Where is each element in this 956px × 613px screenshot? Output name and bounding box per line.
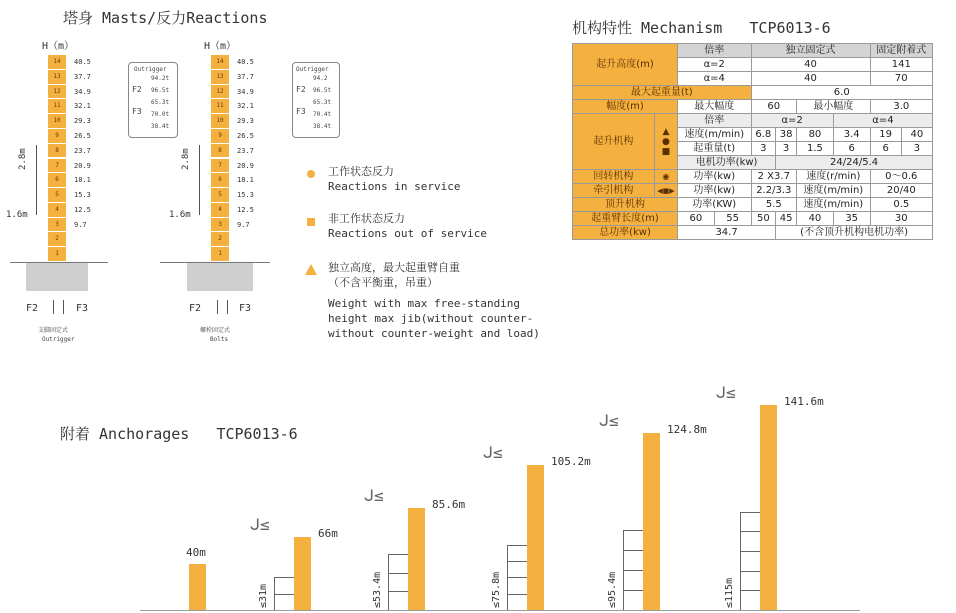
right-box-v3: 65.3t [313, 99, 332, 106]
height-value: 26.5 [74, 131, 91, 140]
hook-icon: ᒍ≤ [483, 443, 503, 462]
jib-6: 35 [833, 212, 870, 226]
height-value: 32.1 [237, 102, 254, 111]
left-box-title: Outrigger [134, 66, 167, 73]
climb-power-value: 5.5 [751, 198, 797, 212]
left-box-f3: F3 [132, 107, 142, 116]
height-value: 40.5 [74, 58, 91, 66]
height-value: 9.7 [237, 220, 250, 229]
mast-section: 13 [211, 70, 229, 85]
right-f2-label: F2 [189, 303, 202, 314]
left-caption-en: Outrigger [42, 336, 75, 343]
trolley-power-value: 2.2/3.3 [751, 184, 797, 198]
anchor-tie [388, 573, 408, 574]
anchor-tie [623, 570, 643, 571]
anchorage-height-label: 85.6m [432, 498, 466, 511]
anchor-frame-line [740, 512, 741, 610]
legend-item3-cn2: （不含平衡重，吊重） [328, 276, 438, 289]
legend-item3-en2: height max jib(without counter- [328, 312, 534, 325]
anchored-header: 固定附着式 [870, 44, 932, 58]
left-box-v1: 94.2t [151, 75, 170, 82]
height-value: 18.1 [237, 176, 254, 185]
height-value: 12.5 [237, 205, 254, 214]
mast-section: 10 [48, 114, 66, 129]
height-value: 15.3 [237, 191, 254, 200]
left-caption-cn: 支脚固定式 [38, 327, 69, 334]
right-box-f3: F3 [296, 107, 306, 116]
height-value: 34.9 [237, 87, 254, 96]
lift-a2: α=2 [678, 58, 752, 72]
trolley-label: 牵引机构 [573, 184, 655, 198]
total-note: (不含顶升机构电机功率) [776, 226, 933, 240]
anchorage-anchor-label: ≤115m [724, 577, 735, 608]
jib-4: 45 [776, 212, 797, 226]
anchorage-column [189, 564, 206, 610]
anchorage-height-label: 40m [186, 546, 206, 559]
anchor-tie [507, 561, 527, 562]
total-label: 总功率(kw) [573, 226, 678, 240]
trolley-speed-value: 20/40 [870, 184, 932, 198]
mast-section: 14 [211, 55, 229, 70]
anchorage-height-label: 124.8m [667, 423, 707, 436]
speed-label: 速度(m/min) [678, 128, 752, 142]
load-3: 1.5 [797, 142, 834, 156]
climb-speed-label: 速度(m/min) [797, 198, 870, 212]
hook-icon: ᒍ≤ [716, 383, 736, 402]
right-box-v1: 94.2 [313, 75, 328, 82]
mechanism-model: TCP6013-6 [749, 19, 831, 37]
legend-item2-cn: 非工作状态反力 [328, 212, 405, 225]
mast-section: 1 [211, 247, 229, 262]
height-value: 20.9 [74, 161, 91, 170]
mast-section: 1 [48, 247, 66, 262]
load-6: 3 [901, 142, 932, 156]
radius-label: 幅度(m) [573, 100, 678, 114]
anchor-tie [388, 554, 408, 555]
jib-5: 40 [797, 212, 834, 226]
anchor-tie [507, 577, 527, 578]
anchor-tie [623, 550, 643, 551]
mast-section: 4 [211, 203, 229, 218]
height-value: 37.7 [74, 72, 91, 81]
anchorage-column [527, 465, 544, 610]
height-value: 12.5 [74, 205, 91, 214]
speed-1: 6.8 [751, 128, 776, 142]
mast-section: 7 [48, 159, 66, 174]
slew-power-value: 2 X3.7 [751, 170, 797, 184]
left-f2-label: F2 [26, 303, 39, 314]
anchorages-title-text: 附着 Anchorages [60, 425, 190, 443]
mast-section: 11 [211, 99, 229, 114]
anchor-tie [740, 590, 760, 591]
right-box-v5: 38.4t [313, 123, 332, 130]
hook-icon: ᒍ≤ [364, 486, 384, 505]
mechanism-title-text: 机构特性 Mechanism [572, 19, 723, 37]
speed-5: 19 [870, 128, 901, 142]
jib-label: 起重臂长度(m) [573, 212, 678, 226]
mast-section: 11 [48, 99, 66, 114]
right-box-f2: F2 [296, 85, 306, 94]
masts-title: 塔身 Masts/反力Reactions [63, 9, 268, 27]
trolley-power-label: 功率(kw) [678, 184, 752, 198]
climb-power-label: 功率(KW) [678, 198, 752, 212]
lift-a4-anchored: 70 [870, 72, 932, 86]
height-value: 23.7 [74, 146, 91, 155]
jib-2: 55 [714, 212, 751, 226]
load-label: 起重量(t) [678, 142, 752, 156]
anchor-tie [623, 530, 643, 531]
motor-value: 24/24/5.4 [776, 156, 933, 170]
height-value: 18.1 [74, 176, 91, 185]
height-value: 40.5 [237, 58, 254, 66]
ratio-header: 倍率 [678, 44, 752, 58]
mast-section: 2 [211, 232, 229, 247]
anchorage-anchor-label: ≤31m [258, 583, 269, 608]
motor-label: 电机功率(kw) [678, 156, 776, 170]
legend-item3-cn: 独立高度，最大起重臂自重 [328, 261, 460, 274]
left-box-f2: F2 [132, 85, 142, 94]
mast-section: 2 [48, 232, 66, 247]
load-5: 6 [870, 142, 901, 156]
mast-section: 9 [211, 129, 229, 144]
anchorage-height-label: 105.2m [551, 455, 591, 468]
lift-height-label: 起升高度(m) [573, 44, 678, 86]
mast-section: 5 [48, 188, 66, 203]
anchor-tie [274, 594, 294, 595]
anchorage-anchor-label: ≤75.8m [491, 571, 502, 608]
total-value: 34.7 [678, 226, 776, 240]
speed-2: 38 [776, 128, 797, 142]
load-4: 6 [833, 142, 870, 156]
height-value: 37.7 [237, 72, 254, 81]
mast-section: 4 [48, 203, 66, 218]
right-box-title: Outrigger [296, 66, 329, 73]
lift-a4: α=4 [678, 72, 752, 86]
height-value: 20.9 [237, 161, 254, 170]
anchorage-anchor-label: ≤53.4m [372, 571, 383, 608]
anchor-tie [740, 551, 760, 552]
height-value: 15.3 [74, 191, 91, 200]
legend-item3-en3: without counter-weight and load) [328, 327, 540, 340]
slew-icon: ◉ [654, 170, 677, 184]
hoist-label: 起升机构 [573, 114, 655, 170]
anchorage-column [408, 508, 425, 610]
height-value: 29.3 [74, 117, 91, 126]
hoist-ratio-label: 倍率 [678, 114, 752, 128]
climb-speed-value: 0.5 [870, 198, 932, 212]
anchor-frame-line [388, 554, 389, 610]
left-h-label: H（m） [42, 41, 75, 52]
right-box-v4: 70.4t [313, 111, 332, 118]
anchorage-height-label: 66m [318, 527, 338, 540]
jib-7: 30 [870, 212, 932, 226]
max-radius-value: 60 [751, 100, 797, 114]
right-f3-label: F3 [239, 303, 252, 314]
slew-speed-value: 0～0.6 [870, 170, 932, 184]
mast-section: 3 [211, 218, 229, 233]
mast-section: 6 [48, 173, 66, 188]
mast-section: 3 [48, 218, 66, 233]
right-dim-upper: 2.8m [181, 148, 191, 170]
right-caption-cn: 螺栓固定式 [200, 327, 231, 334]
load-2: 3 [776, 142, 797, 156]
slew-speed-label: 速度(r/min) [797, 170, 870, 184]
left-box-v3: 65.3t [151, 99, 170, 106]
anchorage-height-label: 141.6m [784, 395, 824, 408]
mast-section: 13 [48, 70, 66, 85]
jib-1: 60 [678, 212, 715, 226]
mast-section: 12 [211, 85, 229, 100]
slew-label: 回转机构 [573, 170, 655, 184]
right-h-label: H（m） [204, 41, 237, 52]
anchor-tie [740, 571, 760, 572]
max-load-label: 最大起重量(t) [573, 86, 752, 100]
mast-section: 8 [211, 144, 229, 159]
lift-a2-fixed: 40 [751, 58, 870, 72]
trolley-icon: ◀■▶ [654, 184, 677, 198]
mast-section: 7 [211, 159, 229, 174]
legend-item1-cn: 工作状态反力 [328, 165, 394, 178]
speed-3: 80 [797, 128, 834, 142]
min-radius-label: 最小幅度 [797, 100, 870, 114]
height-value: 29.3 [237, 117, 254, 126]
trolley-speed-label: 速度(m/min) [797, 184, 870, 198]
climb-label: 顶升机构 [573, 198, 678, 212]
anchor-tie [507, 594, 527, 595]
mast-section: 5 [211, 188, 229, 203]
hoist-a4: α=4 [833, 114, 932, 128]
left-dim-lower: 1.6m [6, 210, 28, 220]
hook-icon: ᒍ≤ [250, 515, 270, 534]
anchor-tie [740, 512, 760, 513]
anchor-tie [740, 531, 760, 532]
slew-power-label: 功率(kw) [678, 170, 752, 184]
left-f3-label: F3 [76, 303, 89, 314]
anchorage-column [760, 405, 777, 610]
lift-a2-anchored: 141 [870, 58, 932, 72]
legend-item3-en1: Weight with max free-standing [328, 297, 521, 310]
speed-6: 40 [901, 128, 932, 142]
right-caption-en: Bolts [210, 336, 229, 343]
fixed-header: 独立固定式 [751, 44, 870, 58]
legend-item1-en: Reactions in service [328, 180, 461, 193]
anchorage-column [294, 537, 311, 610]
right-dim-lower: 1.6m [169, 210, 191, 220]
load-1: 3 [751, 142, 776, 156]
anchor-tie [274, 577, 294, 578]
anchor-tie [507, 545, 527, 546]
anchor-tie [388, 591, 408, 592]
hoist-symbols-icon: ▲ ● ■ [654, 114, 677, 170]
anchorage-column [643, 433, 660, 610]
anchorage-anchor-label: ≤95.4m [607, 571, 618, 608]
max-load-value: 6.0 [751, 86, 933, 100]
height-value: 34.9 [74, 87, 91, 96]
height-value: 9.7 [74, 220, 87, 229]
mast-section: 6 [211, 173, 229, 188]
lift-a4-fixed: 40 [751, 72, 870, 86]
mast-section: 12 [48, 85, 66, 100]
left-box-v2: 96.5t [151, 87, 170, 94]
hook-icon: ᒍ≤ [599, 411, 619, 430]
mast-section: 9 [48, 129, 66, 144]
speed-4: 3.4 [833, 128, 870, 142]
height-value: 32.1 [74, 102, 91, 111]
min-radius-value: 3.0 [870, 100, 932, 114]
mast-section: 8 [48, 144, 66, 159]
anchor-tie [623, 590, 643, 591]
max-radius-label: 最大幅度 [678, 100, 752, 114]
left-box-v5: 38.4t [151, 123, 170, 130]
mast-section: 10 [211, 114, 229, 129]
hoist-a2: α=2 [751, 114, 833, 128]
anchorages-model: TCP6013-6 [216, 425, 298, 443]
left-dim-upper: 2.8m [18, 148, 28, 170]
mast-section: 14 [48, 55, 66, 70]
height-value: 26.5 [237, 131, 254, 140]
height-value: 23.7 [237, 146, 254, 155]
jib-3: 50 [751, 212, 776, 226]
left-box-v4: 70.0t [151, 111, 170, 118]
legend-item2-en: Reactions out of service [328, 227, 487, 240]
right-box-v2: 96.5t [313, 87, 332, 94]
